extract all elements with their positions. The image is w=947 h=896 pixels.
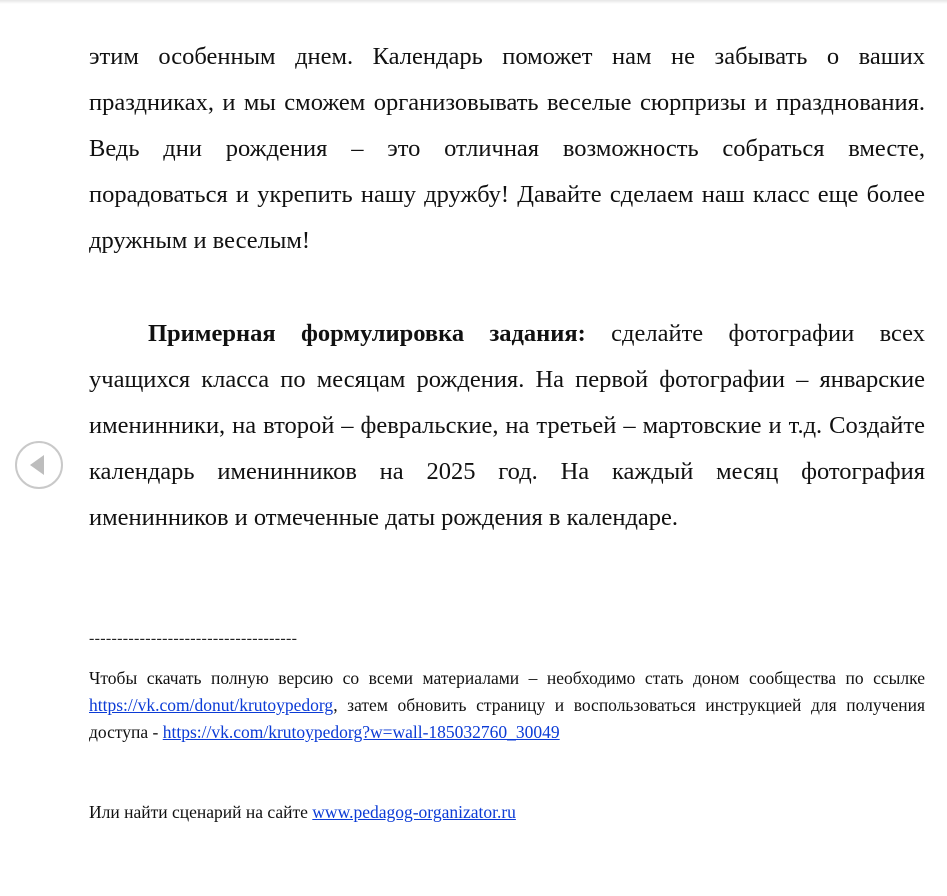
task-label: Примерная формулировка задания: (148, 320, 586, 347)
site-link[interactable]: www.pedagog-organizator.ru (312, 802, 516, 822)
footnote-text-1: Чтобы скачать полную версию со всеми материалами – необходимо стать доном сообщества по ссылке (89, 668, 925, 688)
footnote-text-2: , затем обновить страницу и воспользоваться инструкцией для получения доступа - (89, 695, 925, 742)
document-page (89, 34, 925, 844)
top-shadow (0, 0, 947, 4)
donut-link[interactable]: https://vk.com/donut/krutoypedorg (89, 695, 334, 715)
task-text: сделайте фотографии всех учащихся класса по месяцам рождения. На первой фотографии – январские именинники, на второй – февральские, на третьей – мартовские и т.д. Создайте календарь именинников на 2025 год. На каждый месяц фотография именинников и отмеченные даты рождения в календаре. (89, 320, 925, 531)
previous-page-icon[interactable] (15, 441, 63, 489)
wall-post-link[interactable]: https://vk.com/krutoypedorg?w=wall-185032760_30049 (162, 722, 560, 742)
site-paragraph (89, 799, 925, 826)
footnote-paragraph (89, 665, 925, 746)
footnote-separator: ------------------------------------- (89, 630, 298, 647)
site-text: Или найти сценарий на сайте (89, 802, 313, 822)
intro-paragraph: этим особенным днем. Календарь поможет нам не забывать о ваших праздниках, и мы сможем организовывать веселые сюрпризы и празднования. Ведь дни рождения – это отличная возможность собраться вместе, порадоваться и укрепить нашу дружбу! Давайте сделаем наш класс еще более дружным и веселым! (89, 43, 925, 254)
task-paragraph (89, 311, 925, 541)
